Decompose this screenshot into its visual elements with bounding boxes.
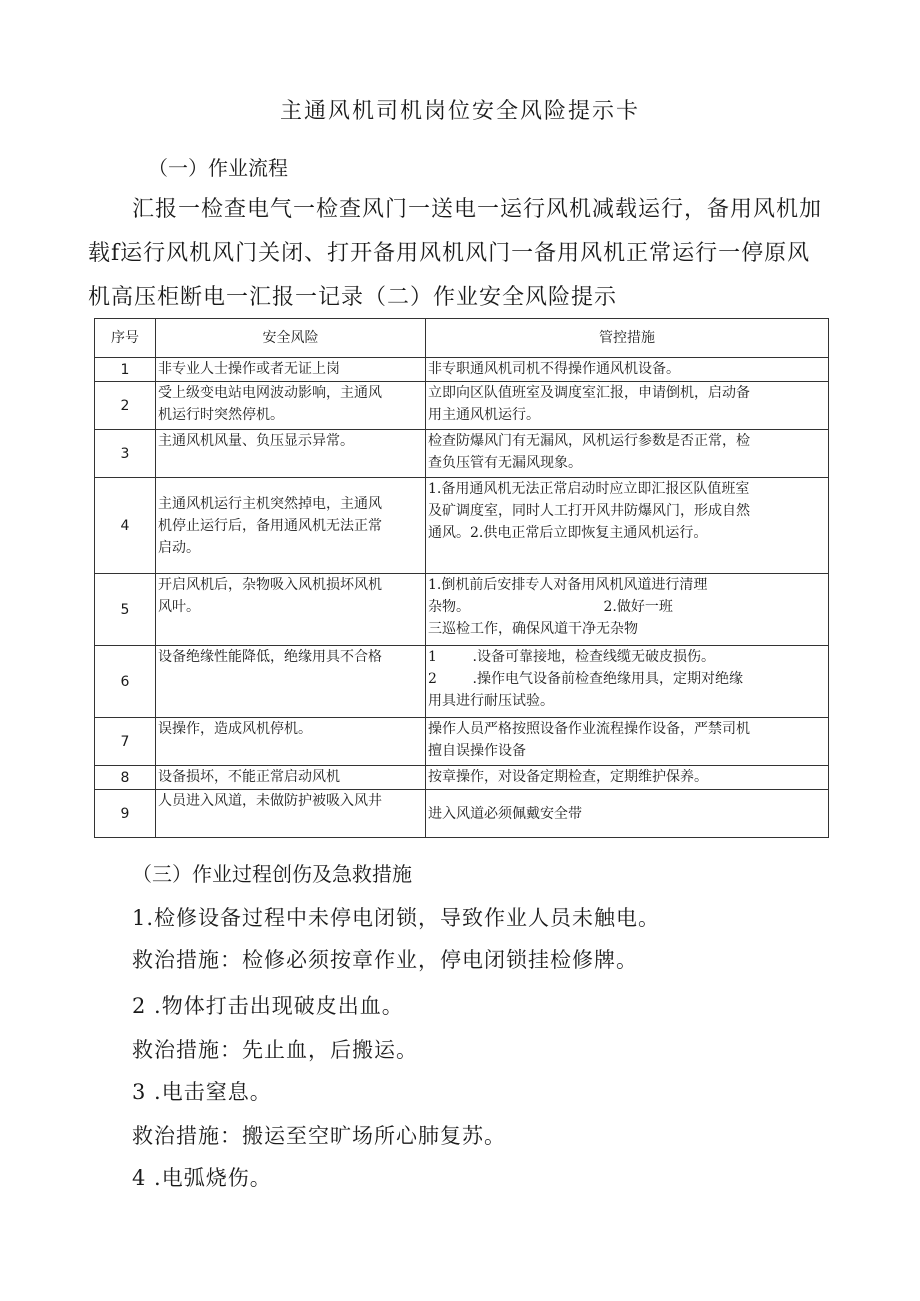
injury-item: 2 .物体打击出现破皮出血。: [132, 994, 404, 1018]
row-number: 5: [95, 574, 156, 646]
header-measure: 管控措施: [426, 319, 829, 358]
risk-cell: [156, 358, 426, 382]
measure-line: 用主通风机运行。: [428, 407, 540, 423]
row-number: 6: [95, 646, 156, 718]
risk-line: 受上级变电站电网波动影响，主通风: [158, 385, 382, 401]
workflow-text: [88, 188, 832, 320]
table-row: [95, 478, 829, 574]
measure-line: 及矿调度室，同时人工打开风井防爆风门，形成自然: [428, 503, 750, 519]
risk-cell: [156, 430, 426, 478]
header-no: 序号: [95, 319, 156, 358]
table-row: [95, 574, 829, 646]
risk-line: 主通风机运行主机突然掉电，主通风: [158, 495, 382, 512]
risk-line: 主通风机风量、负压显示异常。: [158, 433, 354, 449]
page-title: 主通风机司机岗位安全风险提示卡: [279, 99, 640, 124]
risk-table: [94, 318, 829, 838]
table-row: [95, 382, 829, 430]
workflow-line: 机高压柜断电一汇报一记录（二）作业安全风险提示: [88, 285, 618, 310]
table-row: [95, 718, 829, 766]
section-heading-workflow: （一）作业流程: [148, 156, 288, 180]
risk-line: 开启风机后，杂物吸入风机损坏风机: [158, 577, 382, 593]
injury-item: 1.检修设备过程中未停电闭锁，导致作业人员未触电。: [132, 906, 661, 930]
measure-cell: [426, 382, 829, 430]
measure-cell: [426, 766, 829, 790]
row-number: 1: [95, 358, 156, 382]
measure-line: 检查防爆风门有无漏风，风机运行参数是否正常，检: [428, 433, 750, 449]
measure-cell: [426, 358, 829, 382]
row-number: 3: [95, 430, 156, 478]
workflow-line: 汇报一检查电气一检查风门一送电一运行风机减载运行，备用风机加: [132, 197, 823, 222]
measure-line: 进入风道必须佩戴安全带: [428, 805, 582, 822]
row-number: 2: [95, 382, 156, 430]
risk-cell: [156, 574, 426, 646]
risk-line: 非专业人士操作或者无证上岗: [158, 361, 340, 377]
measure-line: 2 .操作电气设备前检查绝缘用具，定期对绝缘: [428, 671, 743, 687]
risk-line: 机运行时突然停机。: [158, 407, 284, 423]
injury-item: 3 .电击窒息。: [132, 1080, 272, 1104]
risk-cell: [156, 718, 426, 766]
measure-cell: [426, 574, 829, 646]
measure-line: 通风。2.供电正常后立即恢复主通风机运行。: [428, 525, 708, 541]
measure-cell: [426, 478, 829, 574]
measure-line: 查负压管有无漏风现象。: [428, 455, 582, 471]
risk-cell: [156, 766, 426, 790]
risk-table-body: [95, 358, 829, 838]
risk-line: 启动。: [158, 539, 200, 556]
table-row: [95, 646, 829, 718]
measure-line: 1.备用通风机无法正常启动时应立即汇报区队值班室: [428, 481, 750, 497]
first-aid-measure: 救治措施：搬运至空旷场所心肺复苏。: [132, 1124, 506, 1148]
measure-cell: [426, 430, 829, 478]
table-header-row: [95, 319, 829, 358]
measure-line: 1.倒机前后安排专人对备用风机风道进行清理: [428, 577, 708, 593]
table-row: [95, 430, 829, 478]
measure-line: 非专职通风机司机不得操作通风机设备。: [428, 361, 680, 377]
first-aid-measure: 救治措施：检修必须按章作业，停电闭锁挂检修牌。: [132, 948, 638, 972]
table-row: [95, 358, 829, 382]
measure-line: 操作人员严格按照设备作业流程操作设备，严禁司机: [428, 721, 750, 737]
risk-cell: [156, 478, 426, 574]
row-number: 9: [95, 790, 156, 838]
risk-line: 风叶。: [158, 599, 200, 615]
row-number: 8: [95, 766, 156, 790]
risk-cell: [156, 646, 426, 718]
row-number: 7: [95, 718, 156, 766]
measure-line: 按章操作，对设备定期检查，定期维护保养。: [428, 769, 708, 785]
risk-cell: [156, 790, 426, 838]
measure-line: 杂物。 2.做好一班: [428, 599, 673, 615]
risk-line: 误操作，造成风机停机。: [158, 721, 312, 737]
injury-item: 4 .电弧烧伤。: [132, 1166, 272, 1190]
risk-cell: [156, 382, 426, 430]
risk-line: 机停止运行后，备用通风机无法正常: [158, 517, 382, 534]
measure-line: 立即向区队值班室及调度室汇报，申请倒机，启动备: [428, 385, 750, 401]
table-row: [95, 766, 829, 790]
header-risk: 安全风险: [156, 319, 426, 358]
measure-line: 三巡检工作，确保风道干净无杂物: [428, 621, 638, 637]
measure-line: 擅自误操作设备: [428, 743, 526, 759]
row-number: 4: [95, 478, 156, 574]
measure-line: 1 .设备可靠接地，检查线缆无破皮损伤。: [428, 649, 715, 665]
measure-cell: [426, 790, 829, 838]
section-heading-first-aid: （三）作业过程创伤及急救措施: [132, 862, 412, 886]
measure-cell: [426, 718, 829, 766]
measure-line: 用具进行耐压试验。: [428, 693, 554, 709]
risk-line: 设备损坏，不能正常启动风机: [158, 769, 340, 785]
risk-line: 人员进入风道，未做防护被吸入风井: [158, 793, 382, 809]
risk-line: 设备绝缘性能降低，绝缘用具不合格: [158, 649, 382, 665]
workflow-line: 载f运行风机风门关闭、打开备用风机风门一备用风机正常运行一停原风: [88, 241, 811, 266]
first-aid-measure: 救治措施：先止血，后搬运。: [132, 1038, 418, 1062]
table-row: [95, 790, 829, 838]
measure-cell: [426, 646, 829, 718]
